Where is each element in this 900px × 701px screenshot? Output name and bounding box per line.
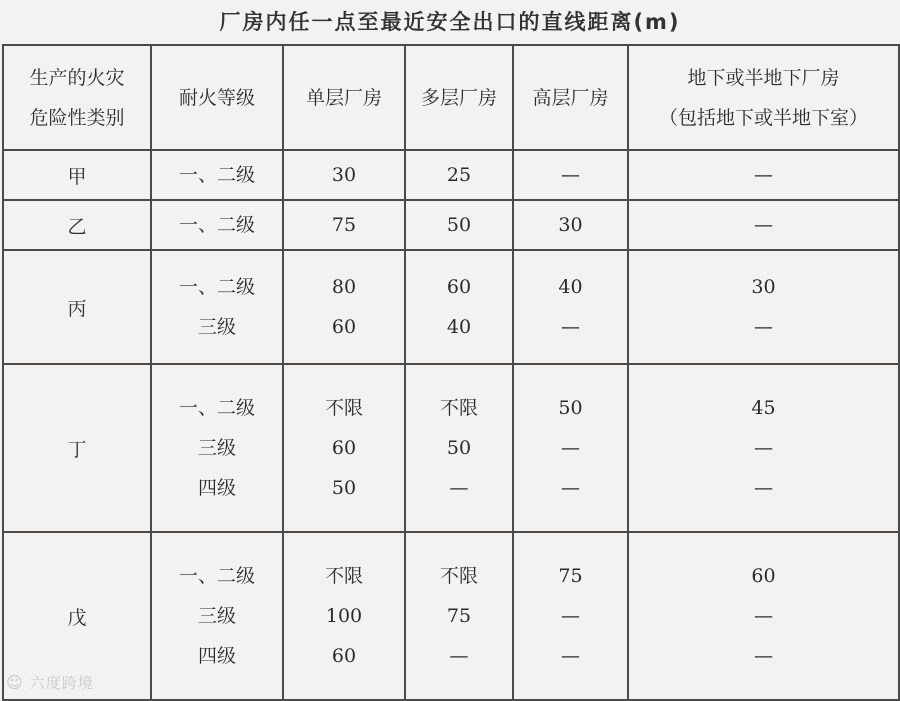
cell-value: 不限	[439, 397, 478, 419]
cell-value: —	[561, 437, 580, 459]
cell-value: 四级	[197, 645, 236, 667]
cell-value: 75	[331, 214, 357, 236]
header-category-line2: 危险性类别	[29, 106, 125, 129]
header-underground	[628, 45, 899, 150]
multi-storey-cell	[405, 364, 513, 532]
underground-cell	[628, 532, 899, 700]
category-cell: 甲	[3, 150, 151, 200]
cell-value: —	[754, 214, 773, 236]
cell-value: 一、二级	[178, 565, 255, 587]
cell-value: 60	[751, 565, 776, 587]
cell-value: —	[754, 316, 773, 338]
fire-rating-cell	[151, 150, 283, 200]
high-rise-cell	[513, 250, 628, 364]
cell-value: —	[561, 605, 580, 627]
multi-storey-cell	[405, 532, 513, 700]
multi-storey-cell	[405, 250, 513, 364]
cell-value: 40	[558, 276, 583, 298]
cell-value: —	[754, 605, 773, 627]
cell-value: 60	[446, 276, 472, 298]
cell-value: 三级	[197, 316, 236, 338]
cell-value: 四级	[197, 477, 236, 499]
multi-storey-cell	[405, 150, 513, 200]
cell-value: 30	[558, 214, 583, 236]
cell-value: 50	[446, 437, 472, 459]
cell-value: —	[754, 477, 773, 499]
weibo-logo-icon: ☺	[6, 673, 24, 692]
cell-value: 一、二级	[178, 214, 255, 236]
distance-table	[2, 44, 900, 701]
cell-value: 60	[331, 316, 357, 338]
cell-value: —	[449, 645, 469, 667]
single-storey-cell	[283, 150, 405, 200]
cell-value: 60	[331, 645, 357, 667]
high-rise-cell	[513, 200, 628, 250]
underground-cell	[628, 200, 899, 250]
cell-value: 25	[446, 164, 472, 186]
cell-value: 50	[558, 397, 583, 419]
category-cell: 丁	[3, 364, 151, 532]
header-underground-line1: 地下或半地下厂房	[687, 66, 840, 89]
header-category-line1: 生产的火灾	[29, 66, 125, 89]
cell-value: 一、二级	[178, 397, 255, 419]
cell-value: 80	[331, 276, 357, 298]
cell-value: —	[449, 477, 469, 499]
fire-rating-cell	[151, 200, 283, 250]
header-single-storey: 单层厂房	[283, 45, 405, 150]
cell-value: 30	[331, 164, 357, 186]
cell-value: 一、二级	[178, 276, 255, 298]
underground-cell	[628, 250, 899, 364]
table-title: 厂房内任一点至最近安全出口的直线距离(m)	[219, 10, 681, 34]
category-cell: 丙	[3, 250, 151, 364]
header-high-rise: 高层厂房	[513, 45, 628, 150]
table-row	[3, 150, 899, 200]
header-underground-line2: （包括地下或半地下室）	[658, 106, 868, 129]
header-row	[3, 45, 899, 150]
cell-value: 不限	[324, 565, 363, 587]
category-cell: 戊	[3, 532, 151, 700]
cell-value: 60	[331, 437, 357, 459]
header-multi-storey: 多层厂房	[405, 45, 513, 150]
header-fire-rating: 耐火等级	[151, 45, 283, 150]
watermark	[6, 672, 94, 693]
fire-rating-cell	[151, 250, 283, 364]
cell-value: —	[754, 164, 773, 186]
cell-value: 不限	[439, 565, 478, 587]
underground-cell	[628, 150, 899, 200]
cell-value: 100	[325, 605, 363, 627]
cell-value: —	[561, 164, 580, 186]
cell-value: 50	[446, 214, 472, 236]
table-row	[3, 364, 899, 532]
fire-rating-cell	[151, 532, 283, 700]
high-rise-cell	[513, 364, 628, 532]
category-cell: 乙	[3, 200, 151, 250]
cell-value: 75	[446, 605, 472, 627]
high-rise-cell	[513, 150, 628, 200]
table-row	[3, 200, 899, 250]
cell-value: 不限	[324, 397, 363, 419]
cell-value: —	[561, 316, 580, 338]
header-category	[3, 45, 151, 150]
cell-value: 75	[558, 565, 583, 587]
cell-value: 45	[751, 397, 776, 419]
single-storey-cell	[283, 364, 405, 532]
cell-value: 40	[446, 316, 472, 338]
table-row	[3, 532, 899, 700]
table-row	[3, 250, 899, 364]
cell-value: 50	[331, 477, 357, 499]
cell-value: —	[561, 645, 580, 667]
single-storey-cell	[283, 200, 405, 250]
cell-value: 一、二级	[178, 164, 255, 186]
cell-value: —	[754, 645, 773, 667]
watermark-text: 六度跨境	[29, 674, 94, 692]
cell-value: 三级	[197, 437, 236, 459]
cell-value: 三级	[197, 605, 236, 627]
cell-value: 30	[751, 276, 776, 298]
cell-value: —	[754, 437, 773, 459]
underground-cell	[628, 364, 899, 532]
cell-value: —	[561, 477, 580, 499]
single-storey-cell	[283, 532, 405, 700]
multi-storey-cell	[405, 200, 513, 250]
high-rise-cell	[513, 532, 628, 700]
single-storey-cell	[283, 250, 405, 364]
fire-rating-cell	[151, 364, 283, 532]
